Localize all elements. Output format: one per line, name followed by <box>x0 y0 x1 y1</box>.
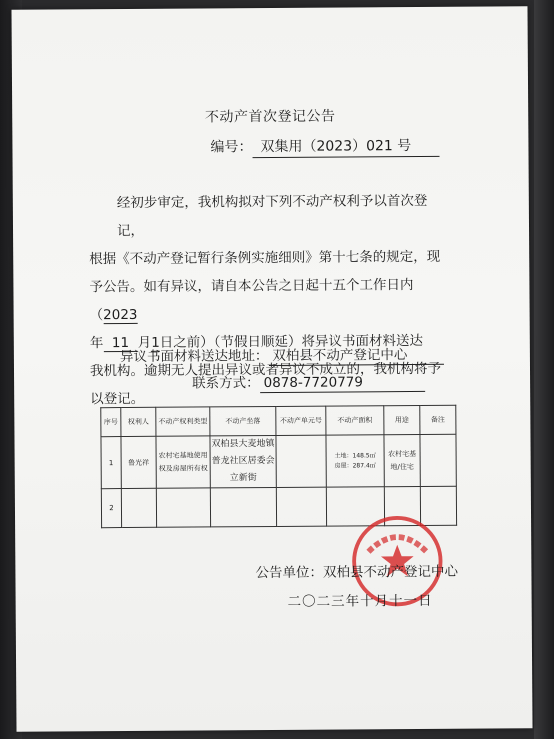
row-area <box>326 435 384 487</box>
deadline-month: 11 <box>103 335 137 352</box>
background-edge-right <box>534 0 554 739</box>
row-location: 双柏县大麦地镇普龙社区居委会立新街 <box>210 435 276 487</box>
row-right-type: 农村宅基地使用权及房屋所有权 <box>156 436 210 488</box>
deadline-day: 1 <box>151 334 160 351</box>
table-header: 用途 <box>384 405 420 434</box>
row-owner <box>121 488 156 527</box>
body-line: 根据《不动产登记暂行条例实施细则》第十七条的规定，现 <box>89 248 441 268</box>
contact-label: 联系方式： <box>192 375 260 392</box>
number-value: 双集用（2023）021 号 <box>252 135 439 158</box>
notice-number <box>210 135 439 159</box>
row-number: 1 <box>101 437 121 489</box>
row-owner: 鲁光祥 <box>121 436 156 488</box>
contact-value: 0878-7720779 <box>260 374 425 393</box>
table-row <box>101 434 456 488</box>
body-line: 经初步审定，我机构拟对下列不动产权利予以首次登记， <box>116 192 428 240</box>
body-line: 以登记。 <box>90 390 145 408</box>
row-remark <box>420 434 456 486</box>
table-header: 权利人 <box>121 407 156 436</box>
deadline-year: 2023 <box>103 306 138 324</box>
objection-address <box>120 343 444 367</box>
page-title: 不动产首次登记公告 <box>204 108 336 126</box>
issuing-unit <box>255 560 458 581</box>
table-header: 不动产权利类型 <box>156 407 210 436</box>
issuing-unit-value: 双柏县不动产登记中心 <box>322 563 458 581</box>
address-value: 双柏县不动产登记中心 <box>268 343 443 366</box>
body-line: 我机构。逾期无人提出异议或者异议不成立的，我机构将予 <box>89 360 442 380</box>
month-suffix: 月 <box>137 334 152 351</box>
table-header: 序号 <box>101 408 121 437</box>
table-header: 备注 <box>420 405 456 434</box>
notice-paper <box>11 6 532 732</box>
row-unit-number <box>276 487 326 526</box>
body-text: 予公告。如有异议，请自本公告之日起十五个工作日内（ <box>89 277 414 324</box>
row-location <box>210 487 276 526</box>
row-usage: 农村宅基地/住宅 <box>384 434 420 486</box>
number-label: 编号： <box>210 139 253 156</box>
registration-table <box>100 405 457 528</box>
body-line <box>89 271 447 329</box>
table-header: 不动产坐落 <box>210 406 276 435</box>
contact-info <box>192 370 425 394</box>
row-right-type <box>156 488 210 527</box>
table-header: 不动产单元号 <box>276 406 326 435</box>
issuing-unit-label: 公告单位： <box>255 564 323 582</box>
row-unit-number <box>276 435 326 487</box>
address-label: 异议书面材料送达地址： <box>119 348 269 366</box>
row-number: 2 <box>101 489 121 528</box>
day-suffix: 日之前）（节假日顺延）将异议书面材料送达 <box>159 332 424 351</box>
area-house: 房屋：287.4㎡ <box>334 461 376 470</box>
year-suffix: 年 <box>89 335 104 352</box>
table-header-row <box>101 405 456 436</box>
area-land: 土地：148.5㎡ <box>334 451 376 460</box>
issue-date: 二〇二三年十月十一日 <box>287 592 433 610</box>
table-header: 不动产面积 <box>326 406 384 435</box>
